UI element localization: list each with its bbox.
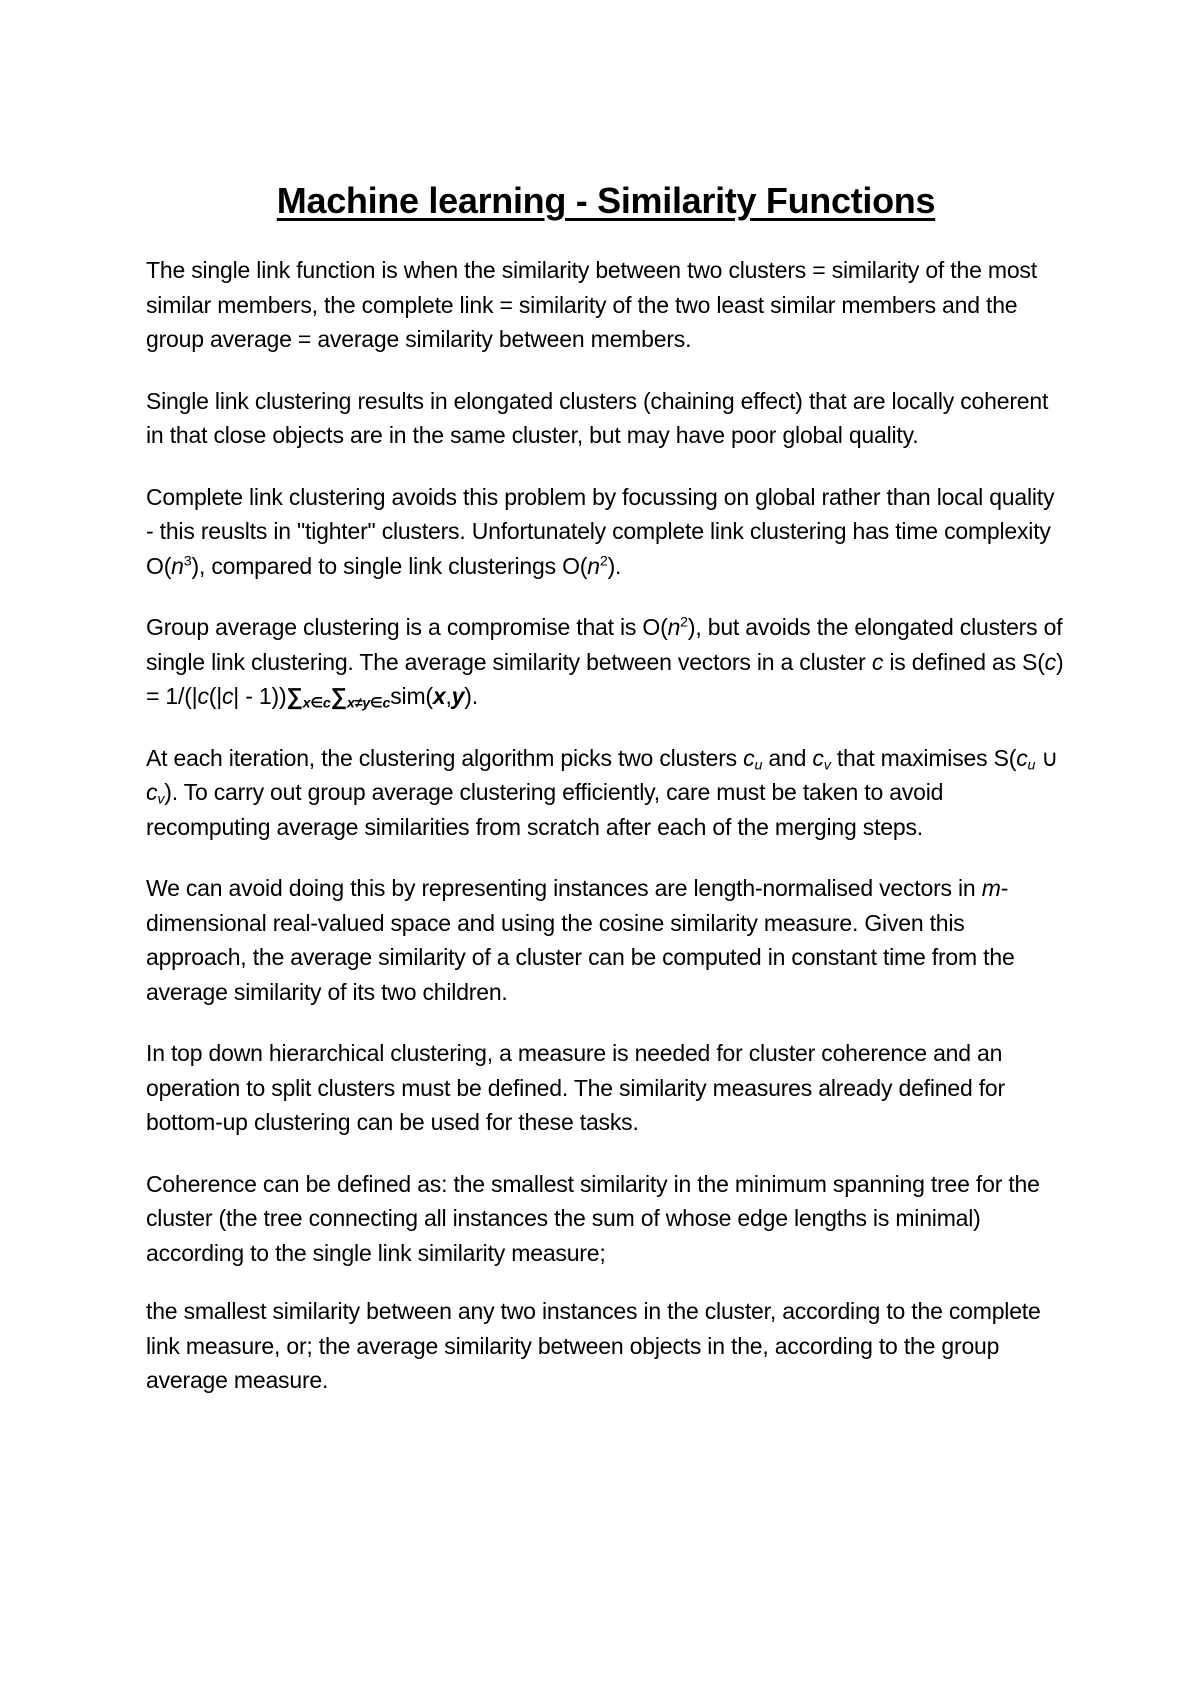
math-variable: n <box>171 552 184 579</box>
text-run: | - 1)) <box>233 683 287 709</box>
text-run: ). To carry out group average clustering efficiently, care must be taken to avoid recomputing average similarities from scratch after each of the merging steps. <box>146 779 944 840</box>
math-subscript: v <box>823 757 831 774</box>
text-run: ), but avoids the elongated clusters of single link clustering. The average similarity between vectors in a cluster <box>146 614 1063 675</box>
paragraph-group-average <box>146 610 1066 714</box>
math-variable: c <box>1044 648 1056 675</box>
superscript: 2 <box>599 552 608 569</box>
text-run: , <box>445 683 452 709</box>
math-variable: c <box>221 683 234 709</box>
math-variable: m <box>981 875 1001 901</box>
text-run: At each iteration, the clustering algorithm picks two clusters <box>146 744 744 771</box>
text-run: sim( <box>390 683 433 709</box>
math-variable: n <box>587 552 600 579</box>
math-subscript: v <box>157 791 165 808</box>
text-run: -dimensional real-valued space and using the cosine similarity measure. Given this approach, the average similarity of a cluster can be computed in constant time from the average similarity of its two children. <box>146 875 1015 1005</box>
text-run: is defined as S( <box>883 648 1045 675</box>
math-subscript: u <box>754 757 763 774</box>
math-variable: n <box>667 614 681 640</box>
text-run: (| <box>208 683 222 709</box>
paragraph-chaining-effect: Single link clustering results in elongated clusters (chaining effect) that are locally coherent in that close objects are in the same cluster, but may have poor global quality. <box>146 387 1049 448</box>
text-run: Group average clustering is a compromise that is O( <box>146 614 668 640</box>
text-run: We can avoid doing this by representing instances are length-normalised vectors in <box>146 875 982 901</box>
paragraph-cosine-similarity <box>146 871 1066 1009</box>
text-run: ) = 1/(| <box>146 648 1064 709</box>
math-variable: c <box>1016 744 1028 771</box>
superscript: 2 <box>680 614 688 631</box>
paragraph-complete-link <box>146 480 1066 584</box>
math-variable: c <box>197 683 209 709</box>
sum-symbol: ∑ <box>286 683 303 709</box>
paragraph-iteration <box>146 741 1066 845</box>
subscript <box>347 696 390 712</box>
math-variable: c <box>743 744 755 771</box>
math-subscript: u <box>1027 757 1036 774</box>
text-run: that maximises S( <box>830 744 1017 771</box>
text-run: ∪ <box>1035 744 1059 771</box>
math-subscript: x≠y∈c <box>346 695 391 712</box>
math-variable: c <box>871 648 884 675</box>
math-variable: x <box>432 683 446 709</box>
math-variable: c <box>812 744 824 771</box>
superscript: 3 <box>183 552 192 569</box>
math-variable: y <box>451 683 465 709</box>
math-variable: c <box>146 779 158 805</box>
math-subscript: x∈c <box>302 695 331 712</box>
document-title: Machine learning - Similarity Functions <box>276 180 936 221</box>
text-run: and <box>762 744 813 771</box>
paragraph-top-down: In top down hierarchical clustering, a measure is needed for cluster coherence and an operation to split clusters must be defined. The similarity measures already defined for bottom-up clustering can be used for these tasks. <box>146 1040 1005 1135</box>
text-run: ). <box>464 683 478 709</box>
paragraph-coherence: Coherence can be defined as: the smallest similarity in the minimum spanning tree for the cluster (the tree connecting all instances the sum of whose edge lengths is minimal) according to the single link similarity measure; <box>146 1170 1040 1266</box>
paragraph-smallest-similarity: the smallest similarity between any two instances in the cluster, according to the complete link measure, or; the average similarity between objects in the, according to the group average measure. <box>146 1298 1041 1393</box>
document-body <box>146 178 1066 1425</box>
text-run: ), compared to single link clusterings O( <box>191 552 588 579</box>
paragraph-single-link: The single link function is when the similarity between two clusters = similarity of the most similar members, the complete link = similarity of the two least similar members and the group average = average similarity between members. <box>146 257 1037 352</box>
subscript <box>303 696 331 712</box>
text-run: Complete link clustering avoids this problem by focussing on global rather than local quality - this reuslts in "tighter" clusters. Unfortunately complete link clustering has time complexity O( <box>146 483 1055 579</box>
text-run: ). <box>607 552 622 579</box>
sum-symbol: ∑ <box>330 683 347 709</box>
